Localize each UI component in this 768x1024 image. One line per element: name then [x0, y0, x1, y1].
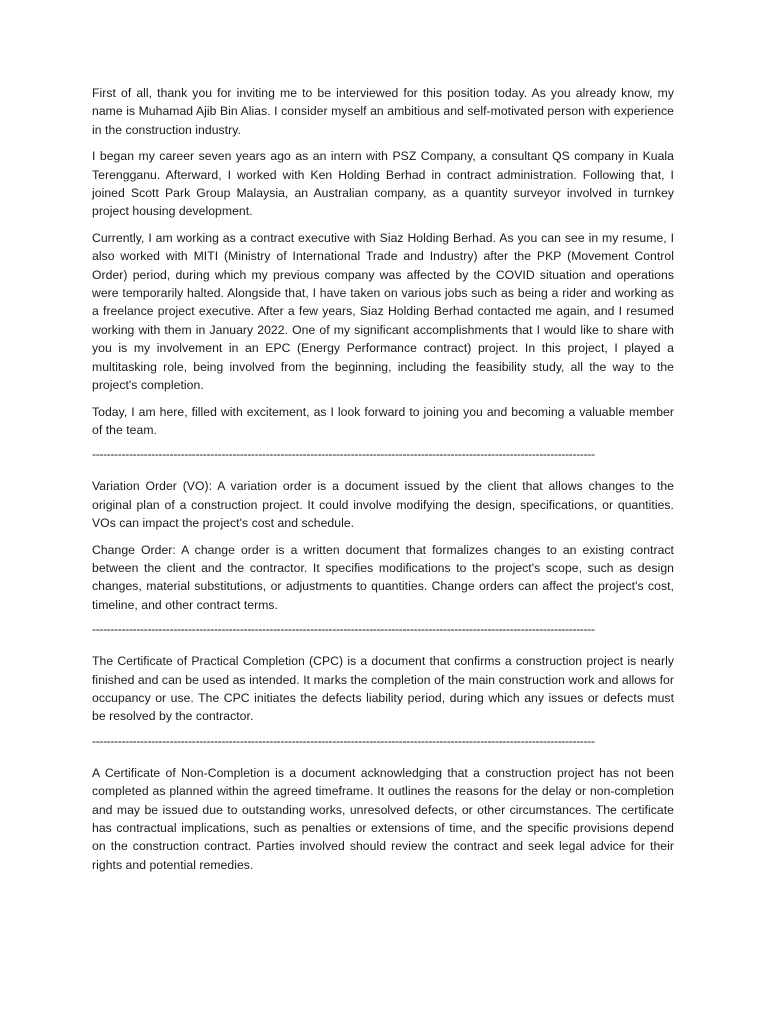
document-page [92, 84, 674, 882]
intro-paragraph-2: I began my career seven years ago as an intern with PSZ Company, a consultant QS company in Kuala Terengganu. Afterward, I worked with Ken Holding Berhad in contract administration. Following that, I joined Scott Park Group Malaysia, an Australian company, as a quantity surveyor involved in turnkey project housing development. [92, 149, 674, 219]
intro-paragraph-1: First of all, thank you for inviting me to be interviewed for this position today. As you already know, my name is Muhamad Ajib Bin Alias. I consider myself an ambitious and self-motivated person with experience in the construction industry. [92, 86, 674, 137]
change-order-paragraph: Change Order: A change order is a written document that formalizes changes to an existing contract between the client and the contractor. It specifies modifications to the project's scope, such as design changes, material substitutions, or adjustments to quantities. Change orders can affect the project's cost, timeline, and other contract terms. [92, 542, 674, 612]
orders-section [92, 477, 674, 614]
intro-section [92, 84, 674, 439]
cpc-section [92, 652, 674, 726]
divider-line-1: ---------------------------------------------------------------------------------------------------------------------------------------- [92, 447, 595, 462]
cpc-paragraph: The Certificate of Practical Completion (CPC) is a document that confirms a construction project is nearly finished and can be used as intended. It marks the completion of the main construction work and allows for occupancy or use. The CPC initiates the defects liability period, during which any issues or defects must be resolved by the contractor. [92, 654, 674, 724]
divider-line-3: ---------------------------------------------------------------------------------------------------------------------------------------- [92, 733, 595, 748]
variation-order-paragraph: Variation Order (VO): A variation order is a document issued by the client that allows changes to the original plan of a construction project. It could involve modifying the design, specifications, or quantities. VOs can impact the project's cost and schedule. [92, 479, 674, 531]
intro-paragraph-3: Currently, I am working as a contract executive with Siaz Holding Berhad. As you can see in my resume, I also worked with MITI (Ministry of International Trade and Industry) after the PKP (Movement Control Order) period, during which my previous company was affected by the COVID situation and operations were temporarily halted. Alongside that, I have taken on various jobs such as being a rider and working as a freelance project executive. After a few years, Siaz Holding Berhad contacted me again, and I resumed working with them in January 2022. One of my significant accomplishments that I would like to share with you is my involvement in an EPC (Energy Performance contract) project. In this project, I played a multitasking role, being involved from the beginning, including the feasibility study, all the way to the project's completion. [92, 230, 674, 393]
divider-line-2: ---------------------------------------------------------------------------------------------------------------------------------------- [92, 622, 595, 637]
cnc-paragraph: A Certificate of Non-Completion is a document acknowledging that a construction project has not been completed as planned within the agreed timeframe. It outlines the reasons for the delay or non-completion and may be issued due to outstanding works, unresolved defects, or other circumstances. The certificate has contractual implications, such as penalties or extensions of time, and the specific provisions depend on the construction contract. Parties involved should review the contract and seek legal advice for their rights and potential remedies. [92, 765, 674, 872]
intro-paragraph-4: Today, I am here, filled with excitement, as I look forward to joining you and becoming a valuable member of the team. [92, 404, 674, 437]
cnc-section [92, 764, 674, 874]
